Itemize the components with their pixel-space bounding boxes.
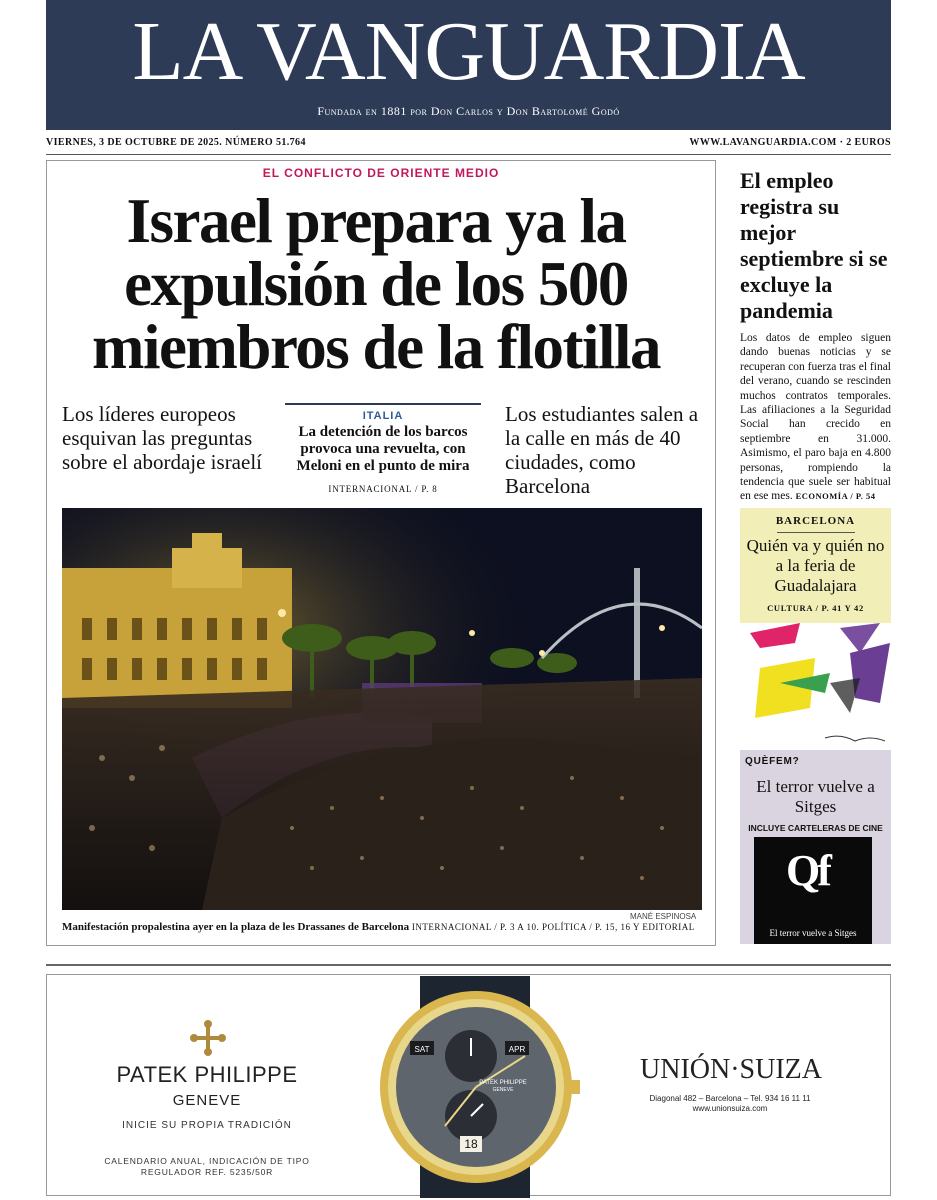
subheadline-left[interactable]: Los líderes europeos esquivan las preguntas sobre el abordaje israelí: [62, 402, 262, 474]
dealer-address: Diagonal 482 – Barcelona – Tel. 934 16 11 11: [649, 1094, 811, 1103]
subheadline-right[interactable]: Los estudiantes salen a la calle en más de 40 ciudades, como Barcelona: [505, 402, 699, 498]
italia-page-ref: INTERNACIONAL / P. 8: [328, 484, 438, 494]
side-story-body: [740, 331, 891, 504]
barcelona-kicker: BARCELONA: [775, 515, 856, 527]
dealer-website[interactable]: www.unionsuiza.com: [692, 1104, 768, 1113]
wristwatch-icon: [365, 976, 587, 1198]
watch-model-line-2: REGULADOR REF. 5235/50R: [140, 1167, 274, 1177]
side-headline[interactable]: El empleo registra su mejor septiembre si se excluye la pandemia: [740, 168, 888, 323]
protest-night-photo: [62, 508, 702, 910]
barcelona-page-ref: CULTURA / P. 41 Y 42: [767, 603, 864, 613]
patek-philippe-brand: PATEK PHILIPPE: [116, 1062, 298, 1087]
date-issue-line: VIERNES, 3 DE OCTUBRE DE 2025. NÚMERO 51.764: [46, 137, 306, 148]
union-suiza-logo: UNIÓN·SUIZA: [640, 1054, 822, 1085]
italia-kicker: ITALIA: [362, 410, 404, 422]
main-photo: [62, 508, 702, 910]
barcelona-teaser-title[interactable]: Quién va y quién no a la feria de Guadalajara: [746, 536, 885, 595]
quefem-teaser-title[interactable]: El terror vuelve a Sitges: [756, 777, 875, 816]
divider: [46, 154, 891, 155]
caption-text: Manifestación propalestina ayer en la plaza de les Drassanes de Barcelona: [62, 921, 410, 933]
quefem-kicker: QUÈFEM?: [745, 756, 800, 767]
book-illustration: [740, 623, 891, 750]
newspaper-founding-line: Fundada en 1881 por Don Carlos y Don Bartolomé Godó: [317, 104, 620, 118]
patek-philippe-city: GENEVE: [172, 1092, 242, 1109]
photo-caption: [62, 921, 706, 933]
side-story-text: Los datos de empleo siguen dando buenas noticias y se recuperan con fuerza tras el final del verano, cuando se rescinden muchos contratos temporales. Las afiliaciones a la Seguridad Social han crecido en septiembre en 31.000. Asimismo, el paro baja en 4.800 personas, rompiendo la tendencia que suele ser habitual en ese mes.: [740, 332, 892, 503]
watch-dial-brand: PATEK PHILIPPE: [479, 1080, 527, 1086]
watch-model-description: [97, 1156, 317, 1178]
newspaper-title: LA VANGUARDIA: [132, 5, 805, 98]
watch-model-line-1: CALENDARIO ANUAL, INDICACIÓN DE TIPO: [104, 1156, 310, 1166]
caption-page-ref: INTERNACIONAL / P. 3 A 10. POLÍTICA / P. 15, 16 Y EDITORIAL: [411, 922, 695, 932]
italia-story-text[interactable]: La detención de los barcos provoca una revuelta, con Meloni en el punto de mira: [296, 424, 470, 474]
divider: [285, 403, 481, 405]
ad-slogan: INICIE SU PROPIA TRADICIÓN: [122, 1120, 292, 1131]
calatrava-cross-icon: [190, 1020, 226, 1056]
photo-credit: MANÉ ESPINOSA: [630, 912, 697, 921]
watch-date-window: 18: [464, 1137, 478, 1151]
website-price-line: WWW.LAVANGUARDIA.COM · 2 EUROS: [689, 137, 891, 148]
divider: [777, 532, 855, 533]
quefem-logo: Qf: [786, 846, 829, 895]
watch-month-window: APR: [508, 1045, 526, 1054]
watch-dial-city: GENEVE: [492, 1087, 514, 1093]
divider: [46, 964, 891, 966]
quefem-note: INCLUYE CARTELERAS DE CINE: [748, 823, 883, 833]
main-story-kicker: EL CONFLICTO DE ORIENTE MEDIO: [262, 166, 500, 180]
masthead: [46, 0, 891, 130]
side-story-page-ref: ECONOMÍA / P. 54: [795, 491, 876, 502]
main-headline[interactable]: Israel prepara ya la expulsión de los 500 miembros de la flotilla: [91, 186, 661, 382]
watch-day-window: SAT: [414, 1045, 430, 1054]
magazine-cover-text: El terror vuelve a Sitges: [769, 928, 857, 938]
